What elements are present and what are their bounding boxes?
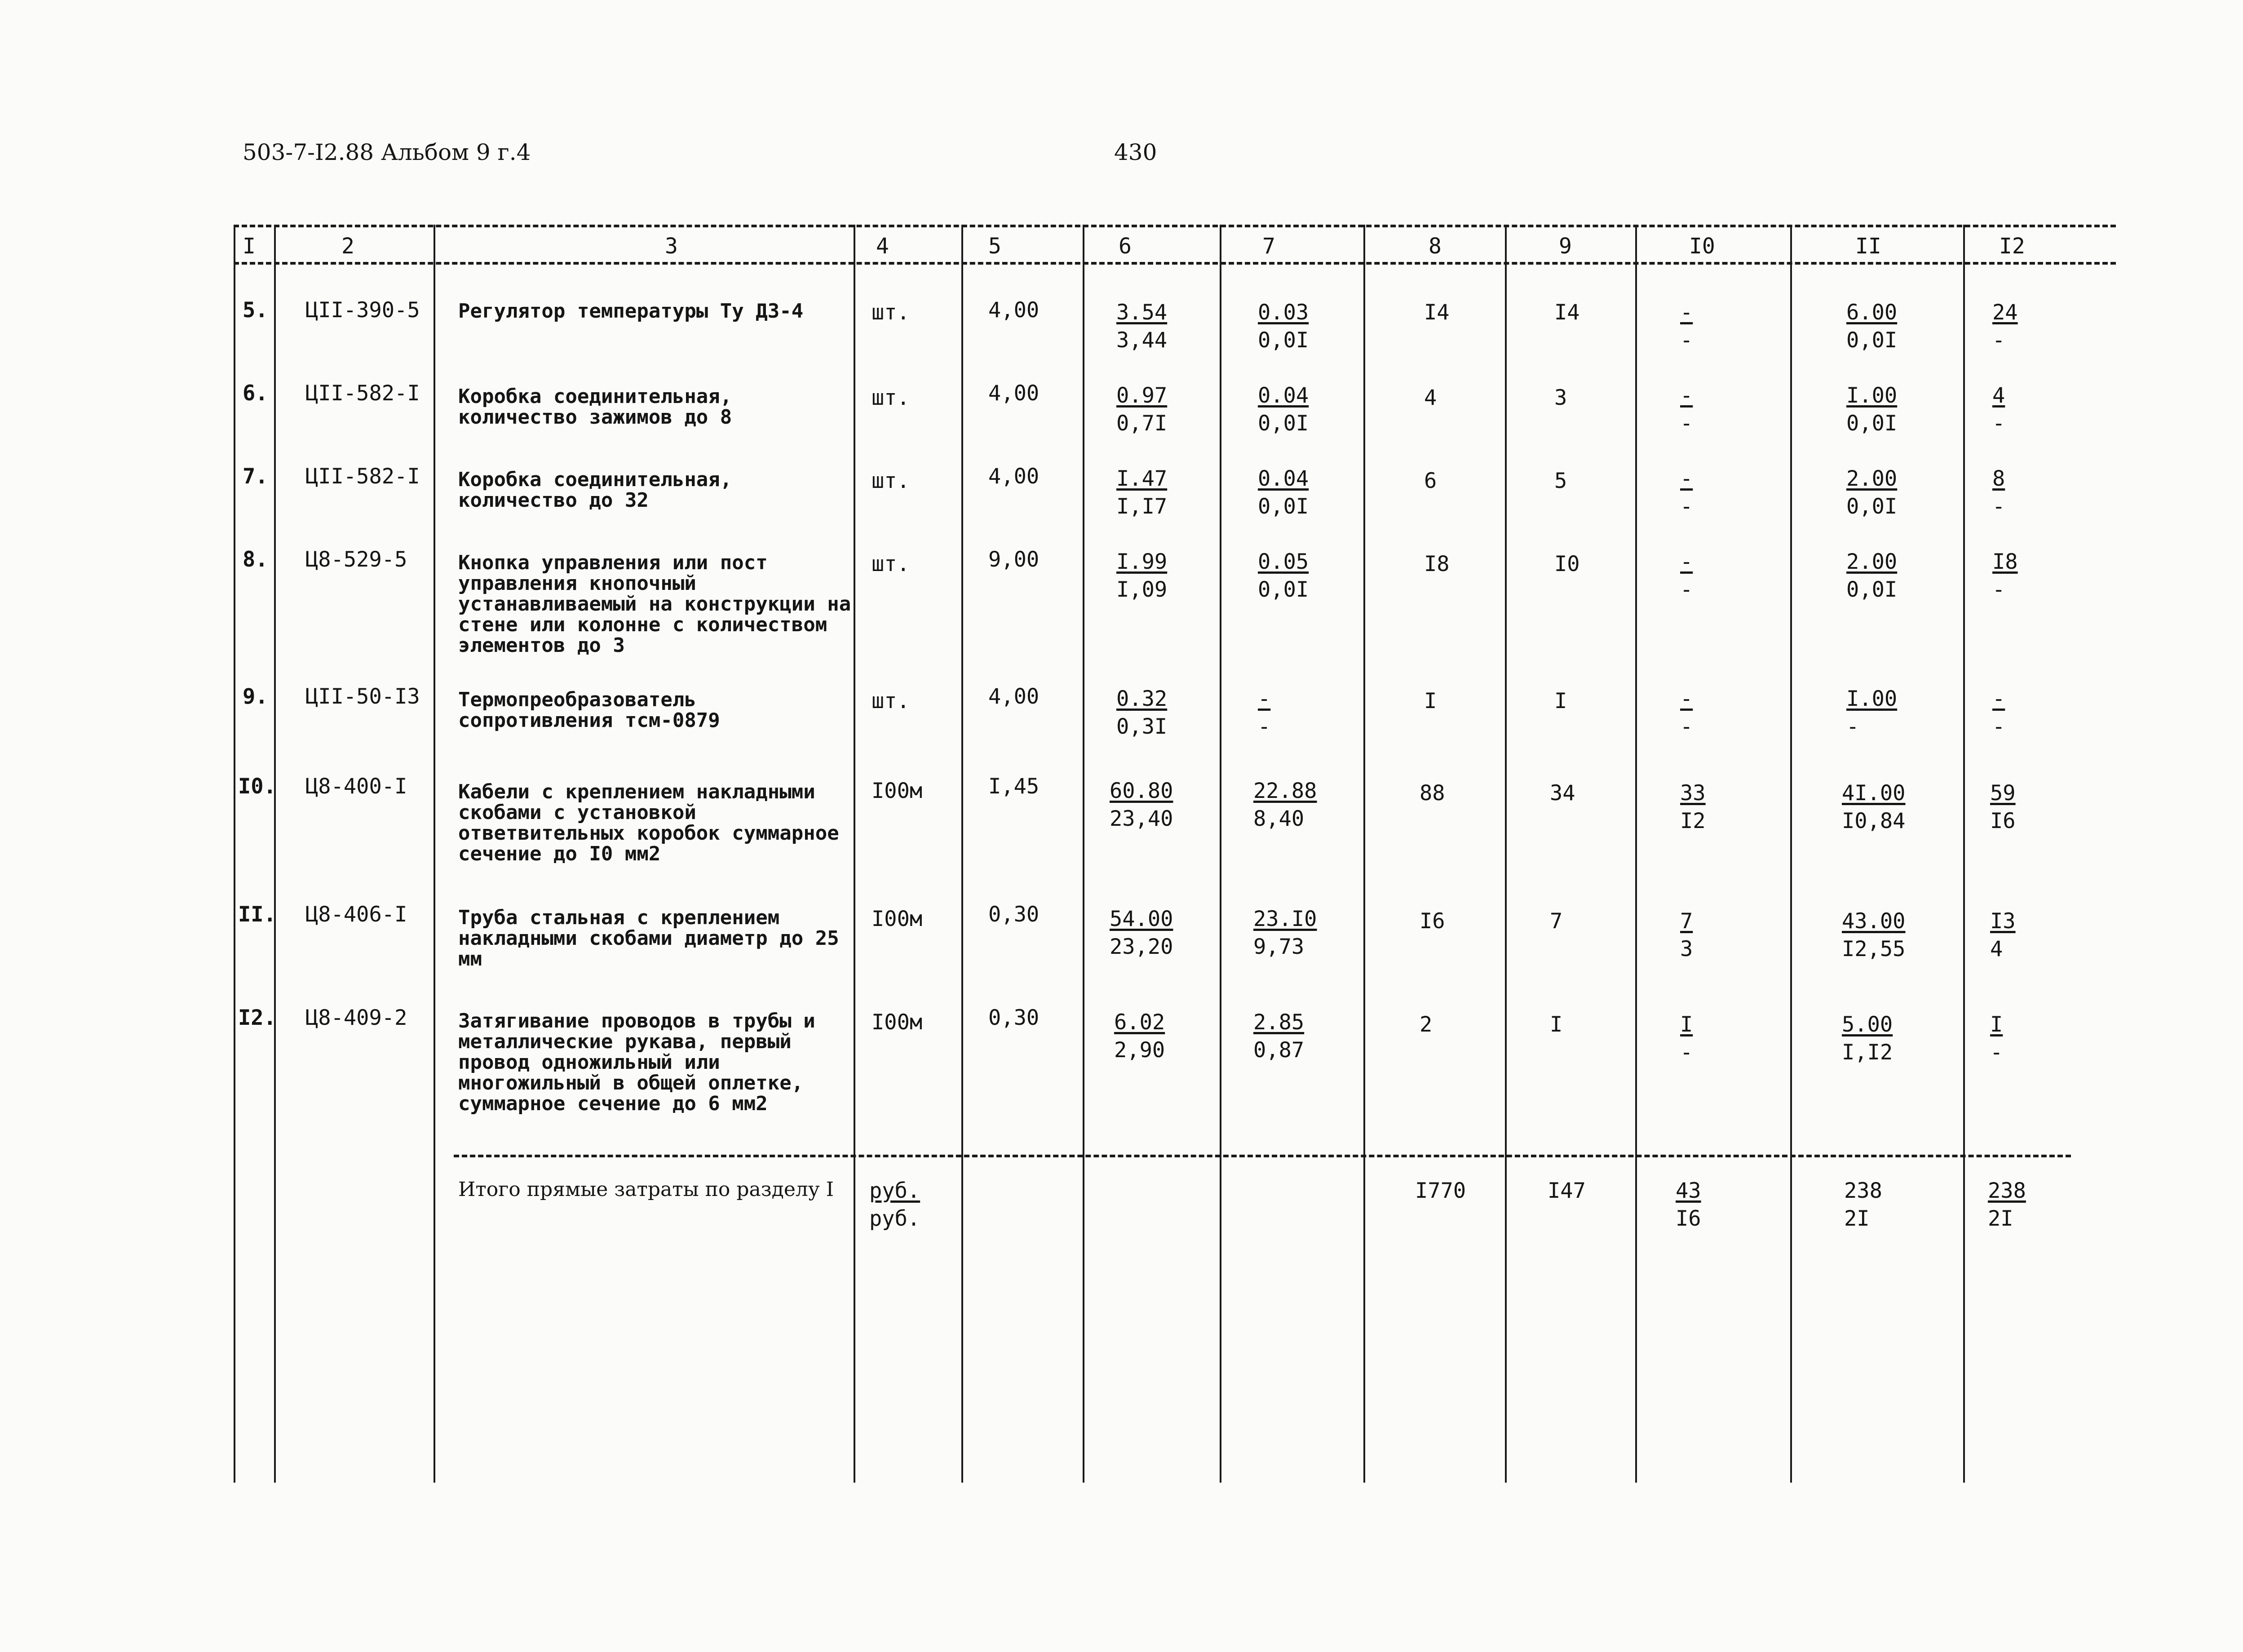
total-c10	[1676, 1179, 1701, 1231]
row-12-c10	[1680, 1013, 1693, 1064]
row-7-c7-bottom: 0,0I	[1258, 494, 1309, 519]
header-top-rule	[234, 225, 2116, 227]
row-8-c6-top: I.99	[1116, 549, 1168, 574]
row-7-c12-bottom: -	[1992, 494, 2005, 519]
row-10-c6-top: 60.80	[1110, 779, 1173, 803]
row-9-c12	[1992, 687, 2005, 739]
row-10-c7-bottom: 8,40	[1253, 806, 1305, 831]
row-5-c10	[1680, 301, 1693, 352]
col-header-8: 8	[1429, 234, 1442, 259]
row-12-c7	[1253, 1011, 1304, 1062]
row-10-c10	[1680, 782, 1706, 833]
row-12-c12-bottom: -	[1990, 1040, 2003, 1065]
row-6-name: Коробка соединительная, количество зажимов до 8	[458, 385, 732, 429]
row-10-code: Ц8-400-I	[305, 774, 407, 799]
row-6-c12	[1992, 384, 2005, 435]
row-12-c9: I	[1550, 1012, 1563, 1037]
row-8-c6	[1116, 550, 1167, 602]
row-9-number: 9.	[243, 684, 268, 709]
row-5-c6-top: 3.54	[1116, 300, 1168, 325]
row-8-name: Кнопка управления или пост управления кнопочный устанавливаемый на конструкции на стене или колонне с количеством элементов до 3	[458, 551, 851, 657]
row-12-c7-top: 2.85	[1253, 1010, 1305, 1035]
total-c11-bottom: 2I	[1844, 1206, 1870, 1231]
row-5-c7-bottom: 0,0I	[1258, 328, 1309, 353]
row-8-c10-top: -	[1680, 549, 1693, 574]
row-6-code: ЦII-582-I	[305, 381, 420, 406]
col-header-1: I	[243, 234, 256, 259]
row-11-qty: 0,30	[988, 902, 1040, 927]
row-5-number: 5.	[243, 298, 268, 323]
total-c12-top: 238	[1988, 1178, 2026, 1203]
row-12-c11-bottom: I,I2	[1842, 1040, 1893, 1065]
row-6-c6	[1116, 384, 1167, 435]
col-header-11: II	[1855, 234, 1881, 259]
row-5-c12-bottom: -	[1992, 328, 2005, 353]
row-9-c8: I	[1424, 689, 1437, 713]
row-8-c11-bottom: 0,0I	[1846, 577, 1898, 602]
row-11-c12	[1990, 910, 2016, 961]
row-5-c12	[1992, 301, 2018, 352]
row-8-qty: 9,00	[988, 547, 1040, 572]
row-10-c10-bottom: I2	[1680, 809, 1706, 833]
row-12-c11-top: 5.00	[1842, 1012, 1893, 1037]
row-9-c6-bottom: 0,3I	[1116, 714, 1168, 739]
col-header-4: 4	[876, 234, 889, 259]
row-12-c6	[1114, 1011, 1165, 1062]
row-11-c11	[1842, 910, 1905, 961]
row-9-c9: I	[1554, 689, 1567, 713]
row-11-c7	[1253, 908, 1317, 959]
row-11-code: Ц8-406-I	[305, 902, 407, 927]
row-9-c10-top: -	[1680, 686, 1693, 711]
col-border-2	[274, 225, 276, 1483]
row-6-c7	[1258, 384, 1309, 435]
row-9-c11-bottom: -	[1846, 714, 1859, 739]
row-5-c11-bottom: 0,0I	[1846, 328, 1898, 353]
row-5-c10-top: -	[1680, 300, 1693, 325]
row-12-name: Затягивание проводов в трубы и металлические рукава, первый провод одножильный или многожильный в общей оплетке, суммарное сечение до 6 мм2	[458, 1010, 815, 1115]
total-c11	[1844, 1179, 1882, 1231]
row-6-c10	[1680, 384, 1693, 435]
row-9-c7-top: -	[1258, 686, 1271, 711]
row-9-c12-bottom: -	[1992, 714, 2005, 739]
row-9-c7	[1258, 687, 1270, 739]
row-5-c11	[1846, 301, 1897, 352]
row-7-c11-top: 2.00	[1846, 466, 1898, 491]
row-7-c12-top: 8	[1992, 466, 2005, 491]
row-6-c6-top: 0.97	[1116, 383, 1168, 408]
row-10-qty: I,45	[988, 774, 1040, 799]
row-11-c6	[1110, 908, 1173, 959]
row-12-unit: I00м	[872, 1010, 923, 1035]
row-7-c12	[1992, 467, 2005, 518]
row-12-c8: 2	[1420, 1012, 1433, 1037]
row-10-c10-top: 33	[1680, 781, 1706, 806]
row-12-c6-bottom: 2,90	[1114, 1038, 1165, 1063]
row-8-c9: I0	[1554, 552, 1580, 576]
row-6-c12-bottom: -	[1992, 411, 2005, 436]
total-unit-bottom: руб.	[869, 1206, 920, 1231]
col-border-9	[1505, 225, 1507, 1483]
row-11-c10	[1680, 910, 1693, 961]
total-unit-top: руб.	[869, 1178, 920, 1203]
row-7-number: 7.	[243, 464, 268, 489]
row-7-c11-bottom: 0,0I	[1846, 494, 1898, 519]
row-11-name: Труба стальная с креплением накладными скобами диаметр до 25 мм	[458, 906, 839, 970]
row-7-code: ЦII-582-I	[305, 464, 420, 489]
row-7-c10	[1680, 467, 1693, 518]
row-5-c12-top: 24	[1992, 300, 2018, 325]
row-6-number: 6.	[243, 381, 268, 406]
row-5-code: ЦII-390-5	[305, 298, 420, 323]
row-7-qty: 4,00	[988, 464, 1040, 489]
row-11-c11-bottom: I2,55	[1842, 937, 1906, 961]
row-11-c10-bottom: 3	[1680, 937, 1693, 961]
row-9-c12-top: -	[1992, 686, 2005, 711]
row-8-c10	[1680, 550, 1693, 602]
row-10-c12-bottom: I6	[1990, 809, 2016, 833]
row-6-c11-top: I.00	[1846, 383, 1898, 408]
row-6-c10-bottom: -	[1680, 411, 1693, 436]
row-12-code: Ц8-409-2	[305, 1005, 407, 1030]
row-12-c12-top: I	[1990, 1012, 2003, 1037]
col-header-7: 7	[1262, 234, 1275, 259]
row-11-c11-top: 43.00	[1842, 909, 1906, 934]
row-9-code: ЦII-50-I3	[305, 684, 420, 709]
row-7-unit: шт.	[872, 469, 910, 493]
row-12-c10-top: I	[1680, 1012, 1693, 1037]
total-c10-bottom: I6	[1676, 1206, 1701, 1231]
col-border-4	[854, 225, 855, 1483]
row-7-c7	[1258, 467, 1309, 518]
col-header-12: I2	[1999, 234, 2025, 259]
total-c12	[1988, 1179, 2026, 1231]
row-7-c6-top: I.47	[1116, 466, 1168, 491]
row-7-c9: 5	[1554, 469, 1567, 493]
row-12-qty: 0,30	[988, 1005, 1040, 1030]
row-5-unit: шт.	[872, 300, 910, 325]
row-5-c7	[1258, 301, 1309, 352]
total-rule	[454, 1155, 2071, 1157]
total-c11-top: 238	[1844, 1178, 1882, 1203]
row-5-qty: 4,00	[988, 298, 1040, 323]
row-7-name: Коробка соединительная, количество до 32	[458, 468, 732, 512]
col-border-7	[1220, 225, 1221, 1483]
row-10-c11-top: 4I.00	[1842, 781, 1906, 806]
row-8-number: 8.	[243, 547, 268, 572]
row-11-c6-top: 54.00	[1110, 907, 1173, 931]
row-12-c11	[1842, 1013, 1893, 1064]
row-10-c9: 34	[1550, 781, 1575, 806]
row-7-c7-top: 0.04	[1258, 466, 1309, 491]
row-10-unit: I00м	[872, 779, 923, 803]
row-5-c11-top: 6.00	[1846, 300, 1898, 325]
row-6-c10-top: -	[1680, 383, 1693, 408]
row-8-c11	[1846, 550, 1897, 602]
row-10-c12-top: 59	[1990, 781, 2016, 806]
col-header-9: 9	[1559, 234, 1572, 259]
row-5-c7-top: 0.03	[1258, 300, 1309, 325]
row-5-c6-bottom: 3,44	[1116, 328, 1168, 353]
row-8-c12-top: I8	[1992, 549, 2018, 574]
row-10-c11	[1842, 782, 1905, 833]
row-12-c12	[1990, 1013, 2003, 1064]
total-c9: I47	[1548, 1178, 1586, 1203]
row-7-c8: 6	[1424, 469, 1437, 493]
row-6-qty: 4,00	[988, 381, 1040, 406]
row-9-qty: 4,00	[988, 684, 1040, 709]
row-9-c10	[1680, 687, 1693, 739]
row-7-c10-bottom: -	[1680, 494, 1693, 519]
row-8-c7	[1258, 550, 1309, 602]
total-c12-bottom: 2I	[1988, 1206, 2013, 1231]
document-code: 503-7-I2.88 Альбом 9 г.4	[243, 139, 531, 165]
row-7-c6-bottom: I,I7	[1116, 494, 1168, 519]
col-border-12	[1963, 225, 1965, 1483]
col-header-10: I0	[1689, 234, 1715, 259]
row-7-c10-top: -	[1680, 466, 1693, 491]
col-border-8	[1363, 225, 1365, 1483]
col-border-1	[234, 225, 235, 1483]
row-9-c6-top: 0.32	[1116, 686, 1168, 711]
row-9-name: Термопреобразователь сопротивления тсм-0879	[458, 688, 720, 732]
row-10-c8: 88	[1420, 781, 1445, 806]
col-header-6: 6	[1119, 234, 1132, 259]
row-5-c9: I4	[1554, 300, 1580, 325]
row-9-unit: шт.	[872, 689, 910, 713]
row-9-c7-bottom: -	[1258, 714, 1271, 739]
col-border-6	[1083, 225, 1084, 1483]
total-c8: I770	[1415, 1178, 1466, 1203]
row-6-c11-bottom: 0,0I	[1846, 411, 1898, 436]
row-5-c8: I4	[1424, 300, 1450, 325]
row-10-name: Кабели с креплением накладными скобами с установкой ответвительных коробок суммарное сечение до I0 мм2	[458, 780, 839, 865]
row-10-number: I0.	[238, 774, 276, 799]
row-11-number: II.	[238, 902, 276, 927]
row-5-c6	[1116, 301, 1167, 352]
row-11-c6-bottom: 23,20	[1110, 935, 1173, 959]
col-border-3	[434, 225, 435, 1483]
total-unit	[869, 1179, 920, 1231]
row-12-c6-top: 6.02	[1114, 1010, 1165, 1035]
row-7-c6	[1116, 467, 1167, 518]
row-8-c12-bottom: -	[1992, 577, 2005, 602]
col-header-5: 5	[988, 234, 1001, 259]
row-7-c11	[1846, 467, 1897, 518]
col-border-5	[961, 225, 963, 1483]
row-11-unit: I00м	[872, 907, 923, 931]
row-8-c8: I8	[1424, 552, 1450, 576]
row-10-c12	[1990, 782, 2016, 833]
row-6-c12-top: 4	[1992, 383, 2005, 408]
row-8-code: Ц8-529-5	[305, 547, 407, 572]
total-c10-top: 43	[1676, 1178, 1701, 1203]
row-10-c6-bottom: 23,40	[1110, 806, 1173, 831]
row-12-number: I2.	[238, 1005, 276, 1030]
row-6-c11	[1846, 384, 1897, 435]
row-10-c7-top: 22.88	[1253, 779, 1317, 803]
col-border-10	[1635, 225, 1637, 1483]
row-6-unit: шт.	[872, 385, 910, 410]
col-header-2: 2	[341, 234, 354, 259]
row-6-c6-bottom: 0,7I	[1116, 411, 1168, 436]
row-8-c6-bottom: I,09	[1116, 577, 1168, 602]
row-9-c10-bottom: -	[1680, 714, 1693, 739]
row-5-name: Регулятор температуры Ту ДЗ-4	[458, 300, 804, 323]
row-9-c6	[1116, 687, 1167, 739]
row-10-c7	[1253, 779, 1317, 831]
total-label: Итого прямые затраты по разделу I	[458, 1178, 834, 1201]
row-11-c10-top: 7	[1680, 909, 1693, 934]
row-8-c10-bottom: -	[1680, 577, 1693, 602]
col-border-11	[1790, 225, 1792, 1483]
row-11-c12-top: I3	[1990, 909, 2016, 934]
row-6-c8: 4	[1424, 385, 1437, 410]
row-11-c7-bottom: 9,73	[1253, 935, 1305, 959]
row-11-c12-bottom: 4	[1990, 937, 2003, 961]
row-9-c11-top: I.00	[1846, 686, 1898, 711]
row-12-c10-bottom: -	[1680, 1040, 1693, 1065]
row-8-unit: шт.	[872, 552, 910, 576]
header-bottom-rule	[234, 262, 2116, 265]
row-12-c7-bottom: 0,87	[1253, 1038, 1305, 1063]
row-8-c12	[1992, 550, 2018, 602]
row-5-c10-bottom: -	[1680, 328, 1693, 353]
row-6-c7-bottom: 0,0I	[1258, 411, 1309, 436]
row-10-c6	[1110, 779, 1173, 831]
row-9-c11	[1846, 687, 1897, 739]
row-6-c7-top: 0.04	[1258, 383, 1309, 408]
col-header-3: 3	[665, 234, 678, 259]
row-10-c11-bottom: I0,84	[1842, 809, 1906, 833]
row-8-c11-top: 2.00	[1846, 549, 1898, 574]
row-11-c7-top: 23.I0	[1253, 907, 1317, 931]
row-6-c9: 3	[1554, 385, 1567, 410]
row-11-c8: I6	[1420, 909, 1445, 934]
row-8-c7-bottom: 0,0I	[1258, 577, 1309, 602]
row-8-c7-top: 0.05	[1258, 549, 1309, 574]
row-11-c9: 7	[1550, 909, 1563, 934]
page-number: 430	[1114, 139, 1157, 165]
